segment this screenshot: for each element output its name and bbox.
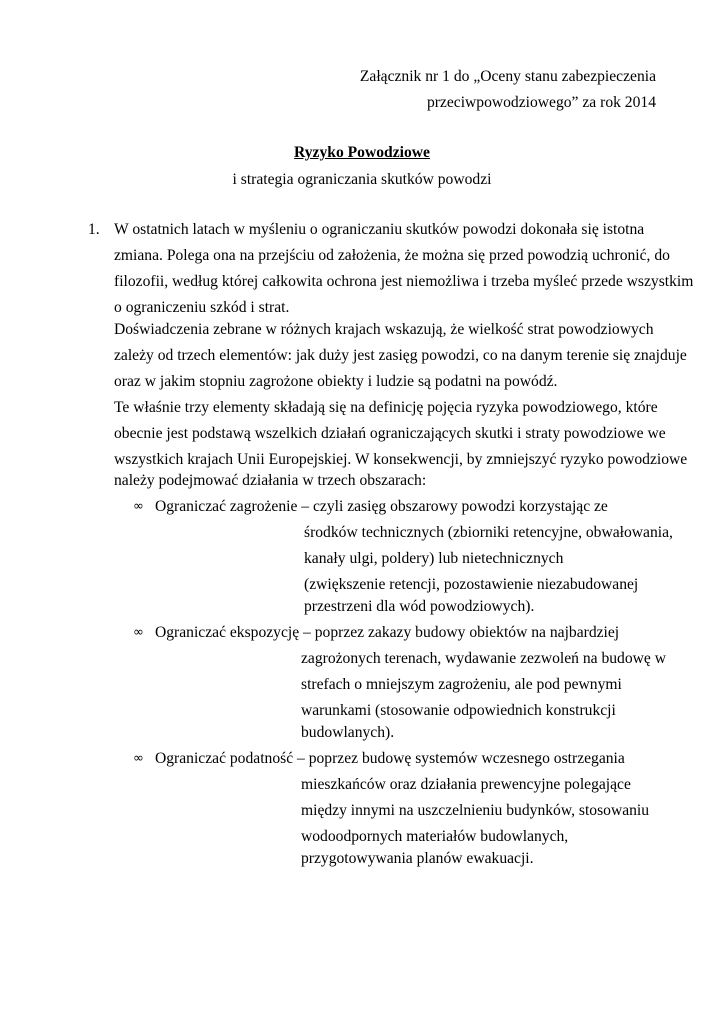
bullet-continuation-line: warunkami (stosowanie odpowiednich konstrukcji	[301, 702, 616, 719]
bullet-continuation-line: (zwiększenie retencji, pozostawienie niezabudowanej	[304, 576, 639, 593]
bullet-continuation-line: między innymi na uszczelnieniu budynków, stosowaniu	[301, 802, 650, 819]
paragraph-line: wszystkich krajach Unii Europejskiej. W konsekwencji, by zmniejszyć ryzyko powodziowe	[114, 451, 688, 468]
paragraph-line: o ograniczeniu szkód i strat.	[114, 299, 290, 316]
paragraph-line: zmiana. Polega ona na przejściu od założenia, że można się przed powodzią uchronić, do	[114, 247, 670, 264]
section-number: 1.	[88, 221, 100, 238]
bullet-continuation-line: środków technicznych (zbiorniki retencyjne, obwałowania,	[304, 524, 673, 541]
bullet-continuation-line: wodoodpornych materiałów budowlanych,	[301, 828, 569, 845]
paragraph-line: zależy od trzech elementów: jak duży jest zasięg powodzi, co na danym terenie się znajduje	[114, 347, 687, 364]
paragraph-line: W ostatnich latach w myśleniu o ograniczaniu skutków powodzi dokonała się istotna	[114, 221, 645, 238]
paragraph-line: oraz w jakim stopniu zagrożone obiekty i ludzie są podatni na powódź.	[114, 373, 558, 390]
infinity-bullet-icon: ∞	[133, 499, 144, 514]
bullet-continuation-line: przestrzeni dla wód powodziowych).	[304, 598, 535, 615]
attachment-header-line-2: przeciwpowodziowego” za rok 2014	[426, 94, 656, 111]
bullet-continuation-line: strefach o mniejszym zagrożeniu, ale pod pewnymi	[301, 676, 622, 693]
paragraph-line: należy podejmować działania w trzech obszarach:	[114, 472, 427, 489]
bullet-continuation-line: kanały ulgi, poldery) lub nietechnicznych	[304, 550, 564, 567]
document-subtitle: i strategia ograniczania skutków powodzi	[232, 171, 492, 188]
paragraph-line: Te właśnie trzy elementy składają się na definicję pojęcia ryzyka powodziowego, które	[114, 399, 658, 416]
bullet-continuation-line: zagrożonych terenach, wydawanie zezwoleń na budowę w	[301, 650, 666, 667]
infinity-bullet-icon: ∞	[133, 625, 144, 640]
infinity-bullet-icon: ∞	[133, 751, 144, 766]
paragraph-line: Doświadczenia zebrane w różnych krajach wskazują, że wielkość strat powodziowych	[114, 321, 654, 338]
document-title: Ryzyko Powodziowe	[294, 144, 430, 161]
bullet-continuation-line: przygotowywania planów ewakuacji.	[301, 850, 534, 867]
paragraph-line: obecnie jest podstawą wszelkich działań ograniczających skutki i straty powodziowe we	[114, 425, 666, 442]
paragraph-line: filozofii, według której całkowita ochrona jest niemożliwa i trzeba myśleć przede wszystkim	[114, 273, 694, 290]
bullet-continuation-line: budowlanych).	[301, 724, 395, 741]
bullet-item-vulnerability: Ograniczać podatność – poprzez budowę systemów wczesnego ostrzegania	[155, 750, 625, 767]
bullet-item-exposure: Ograniczać ekspozycję – poprzez zakazy budowy obiektów na najbardziej	[155, 624, 620, 641]
bullet-item-threat: Ograniczać zagrożenie – czyli zasięg obszarowy powodzi korzystając ze	[155, 498, 608, 515]
attachment-header-line-1: Załącznik nr 1 do „Oceny stanu zabezpieczenia	[359, 68, 656, 85]
bullet-continuation-line: mieszkańców oraz działania prewencyjne polegające	[301, 776, 631, 793]
